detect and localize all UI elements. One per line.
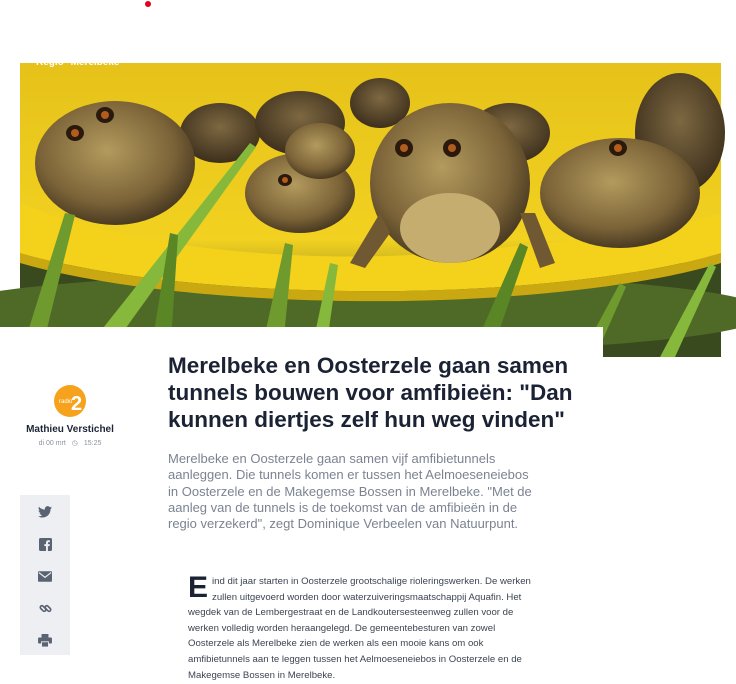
share-twitter-button[interactable] — [20, 501, 70, 523]
author-block — [20, 384, 120, 447]
article-dropcap: E — [188, 571, 209, 604]
print-icon — [38, 634, 52, 647]
article-title: Merelbeke en Oosterzele gaan samen tunnels bouwen voor amfibieën: "Dan kunnen diertjes zelf hun weg vinden" — [168, 353, 573, 432]
brand-dot — [145, 1, 151, 7]
twitter-icon — [38, 506, 52, 518]
share-bar — [20, 495, 70, 655]
hero-image — [20, 57, 721, 357]
author-name[interactable]: Mathieu Verstichel — [26, 424, 114, 435]
share-link-button[interactable] — [20, 597, 70, 619]
share-print-button[interactable] — [20, 629, 70, 651]
facebook-icon — [39, 538, 52, 551]
link-icon — [39, 602, 52, 615]
breadcrumb-section[interactable]: Regio — [36, 57, 64, 68]
toads-in-bucket-illustration — [20, 63, 721, 357]
article-body-text: ind dit jaar starten in Oosterzele grootschalige rioleringswerken. De werken zullen uitgevoerd worden door waterzuiveringsmaatschappij Aquafin. Het wegdek van de Lembergestraat en de Landkoutersesteenweg zullen voor de werken volledig worden heraangelegd. De gemeentebesturen van zowel Oosterzele als Merelbeke zien de werken als een mooie kans om ook amfibietunnels aan te leggen tussen het Aelmoeseneiebos in Oosterzele en de Makegemse Bossen in Merelbeke. — [188, 576, 531, 681]
breadcrumb — [36, 57, 119, 68]
publish-time: 15:25 — [83, 440, 102, 447]
mail-icon — [38, 571, 52, 582]
breadcrumb-location[interactable]: Merelbeke — [70, 57, 120, 68]
radio2-logo-icon[interactable] — [53, 384, 87, 418]
article-body — [188, 571, 538, 683]
clock-icon: ◷ — [71, 440, 78, 447]
share-facebook-button[interactable] — [20, 533, 70, 555]
logo-text: radio — [59, 399, 73, 405]
article-lead: Merelbeke en Oosterzele gaan samen vijf amfibietunnels aanleggen. Die tunnels komen er tussen het Aelmoeseneiebos in Oosterzele en de Makegemse Bossen in Merelbeke. "Met de aanleg van de tunnels is de toekomst van de amfibieën in de regio verzekerd", zegt Dominique Verbeelen van Natuurpunt. — [168, 451, 532, 532]
publish-meta — [20, 439, 120, 447]
share-mail-button[interactable] — [20, 565, 70, 587]
logo-number: 2 — [71, 393, 83, 415]
publish-date: di 00 mrt — [38, 440, 66, 447]
